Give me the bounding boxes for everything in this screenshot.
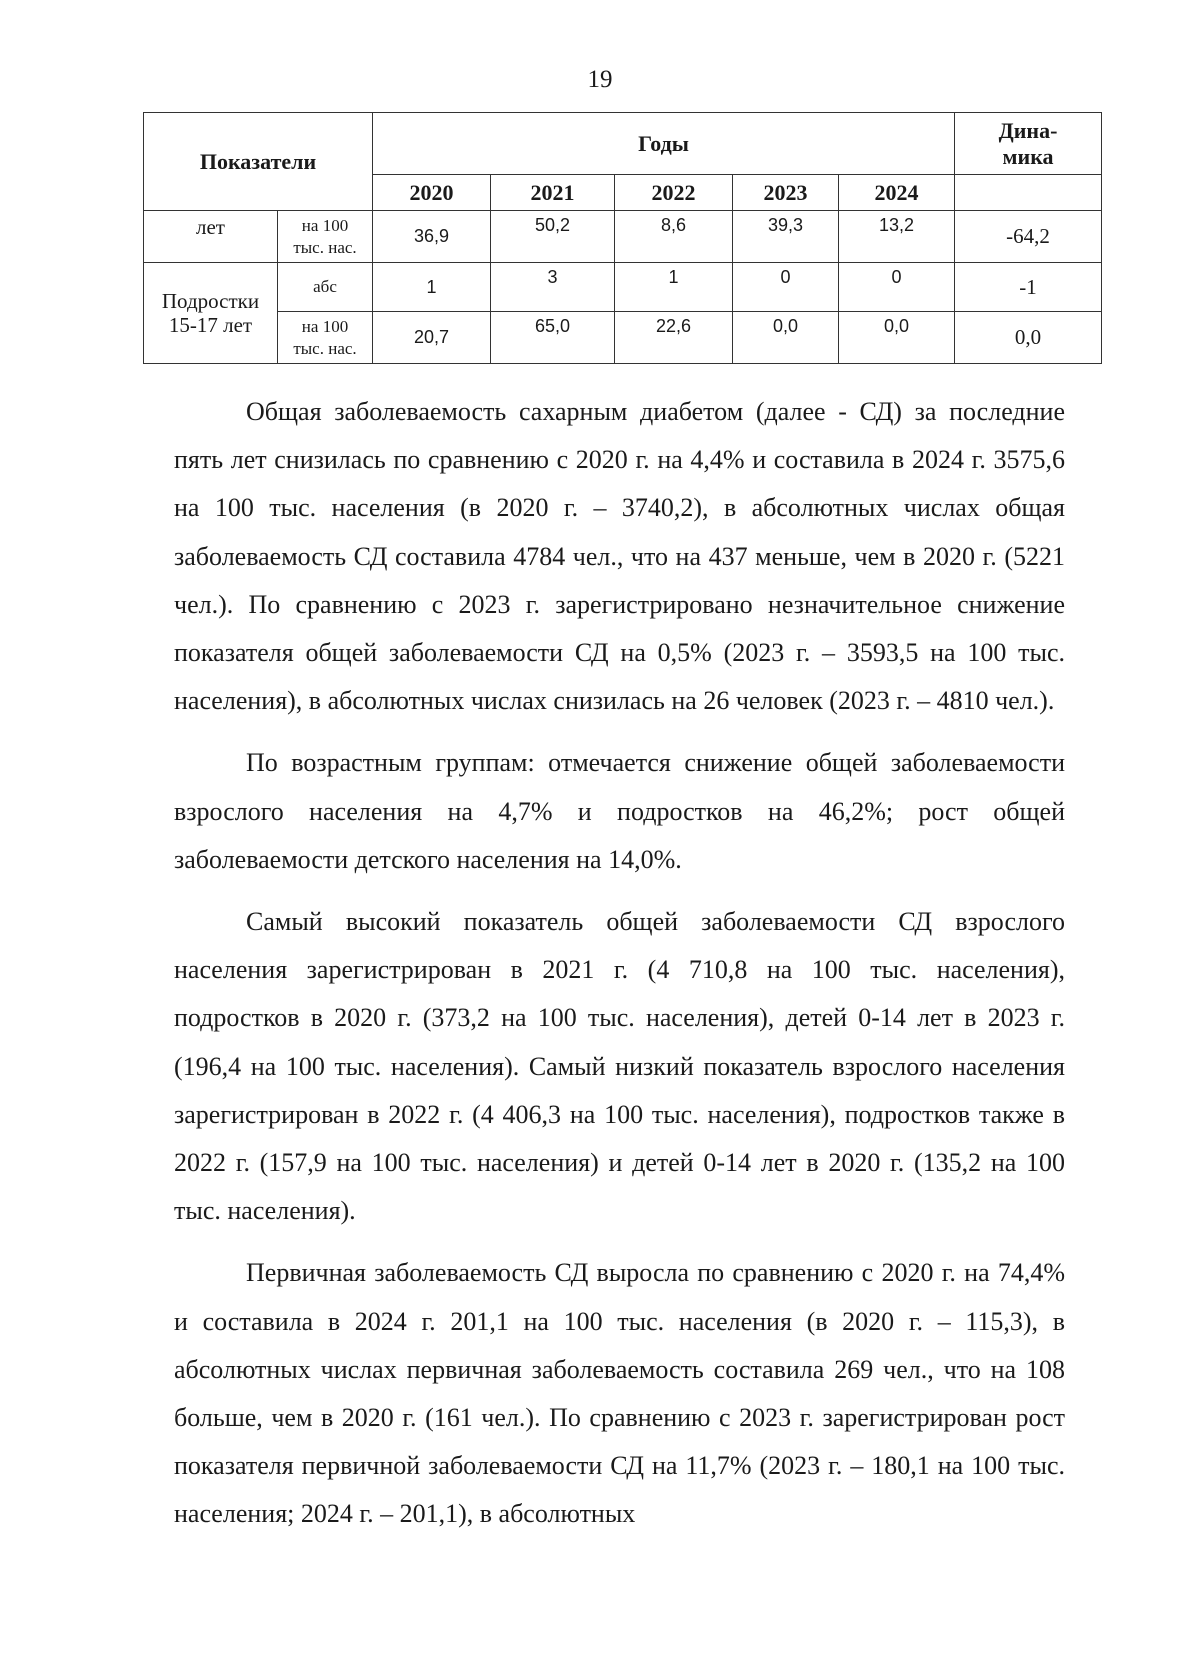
table-cell: 1	[615, 263, 733, 312]
row-group-line2: 15-17 лет	[168, 313, 253, 337]
table-cell: 0	[733, 263, 839, 312]
row-unit	[278, 312, 373, 364]
row-unit-line2: тыс. нас.	[293, 237, 357, 257]
year-2020: 2020	[373, 175, 491, 211]
table-cell: 39,3	[733, 211, 839, 263]
header-indicators: Показатели	[144, 113, 373, 211]
table-cell: 8,6	[615, 211, 733, 263]
header-dynamics-line1: Дина-	[998, 118, 1058, 144]
paragraph: Первичная заболеваемость СД выросла по сравнению с 2020 г. на 74,4% и составила в 2024 г. 201,1 на 100 тыс. населения (в 2020 г. – 115,3), в абсолютных числах первичная заболеваемость составила 269 чел., что на 108 больше, чем в 2020 г. (161 чел.). По сравнению с 2023 г. зарегистрирован рост показателя первичной заболеваемости СД на 11,7% (2023 г. – 180,1 на 100 тыс. населения; 2024 г. – 201,1), в абсолютных	[174, 1258, 1065, 1529]
row-unit	[278, 211, 373, 263]
table-cell: 1	[373, 263, 491, 312]
row-unit-line1: на 100	[301, 317, 349, 337]
year-dynamics-empty	[955, 175, 1102, 211]
row-unit-line1: на 100	[301, 216, 349, 236]
row-group-label	[144, 263, 278, 364]
header-years: Годы	[373, 113, 955, 175]
table-row	[144, 263, 1102, 312]
page-number: 19	[587, 66, 613, 93]
paragraph: Общая заболеваемость сахарным диабетом (далее - СД) за последние пять лет снизилась по сравнению с 2020 г. на 4,4% и составила в 2024 г. 3575,6 на 100 тыс. населения (в 2020 г. – 3740,2), в абсолютных числах общая заболеваемость СД составила 4784 чел., что на 437 меньше, чем в 2020 г. (5221 чел.). По сравнению с 2023 г. зарегистрировано незначительное снижение показателя общей заболеваемости СД на 0,5% (2023 г. – 3593,5 на 100 тыс. населения), в абсолютных числах снизилась на 26 человек (2023 г. – 4810 чел.).	[174, 397, 1065, 716]
table-cell: 65,0	[491, 312, 615, 364]
table-cell: 3	[491, 263, 615, 312]
row-unit-line2: тыс. нас.	[293, 338, 357, 358]
table-cell: 36,9	[373, 211, 491, 263]
row-dynamics: -1	[955, 263, 1102, 312]
row-group-label: лет	[144, 211, 278, 263]
table-cell: 22,6	[615, 312, 733, 364]
row-dynamics: 0,0	[955, 312, 1102, 364]
header-dynamics-line2: мика	[1002, 143, 1054, 169]
statistics-table	[143, 112, 1102, 364]
table-cell: 0	[839, 263, 955, 312]
table-row	[144, 312, 1102, 364]
year-2022: 2022	[615, 175, 733, 211]
table-cell: 50,2	[491, 211, 615, 263]
table-cell: 0,0	[733, 312, 839, 364]
year-2021: 2021	[491, 175, 615, 211]
header-dynamics	[955, 113, 1102, 175]
paragraph: По возрастным группам: отмечается снижение общей заболеваемости взрослого населения на 4,7% и подростков на 46,2%; рост общей заболеваемости детского населения на 14,0%.	[174, 748, 1065, 874]
paragraph: Самый высокий показатель общей заболеваемости СД взрослого населения зарегистрирован в 2021 г. (4 710,8 на 100 тыс. населения), подростков в 2020 г. (373,2 на 100 тыс. населения), детей 0-14 лет в 2023 г. (196,4 на 100 тыс. населения). Самый низкий показатель взрослого населения зарегистрирован в 2022 г. (4 406,3 на 100 тыс. населения), подростков также в 2022 г. (157,9 на 100 тыс. населения) и детей 0-14 лет в 2020 г. (135,2 на 100 тыс. населения).	[174, 907, 1065, 1226]
row-group-line1: Подростки	[161, 288, 260, 313]
table-cell: 20,7	[373, 312, 491, 364]
row-unit: абс	[278, 263, 373, 312]
row-dynamics: -64,2	[955, 211, 1102, 263]
year-2023: 2023	[733, 175, 839, 211]
table-cell: 13,2	[839, 211, 955, 263]
table-header-row	[144, 113, 1102, 175]
table-cell: 0,0	[839, 312, 955, 364]
table-row	[144, 211, 1102, 263]
body-text	[174, 388, 1065, 1553]
year-2024: 2024	[839, 175, 955, 211]
